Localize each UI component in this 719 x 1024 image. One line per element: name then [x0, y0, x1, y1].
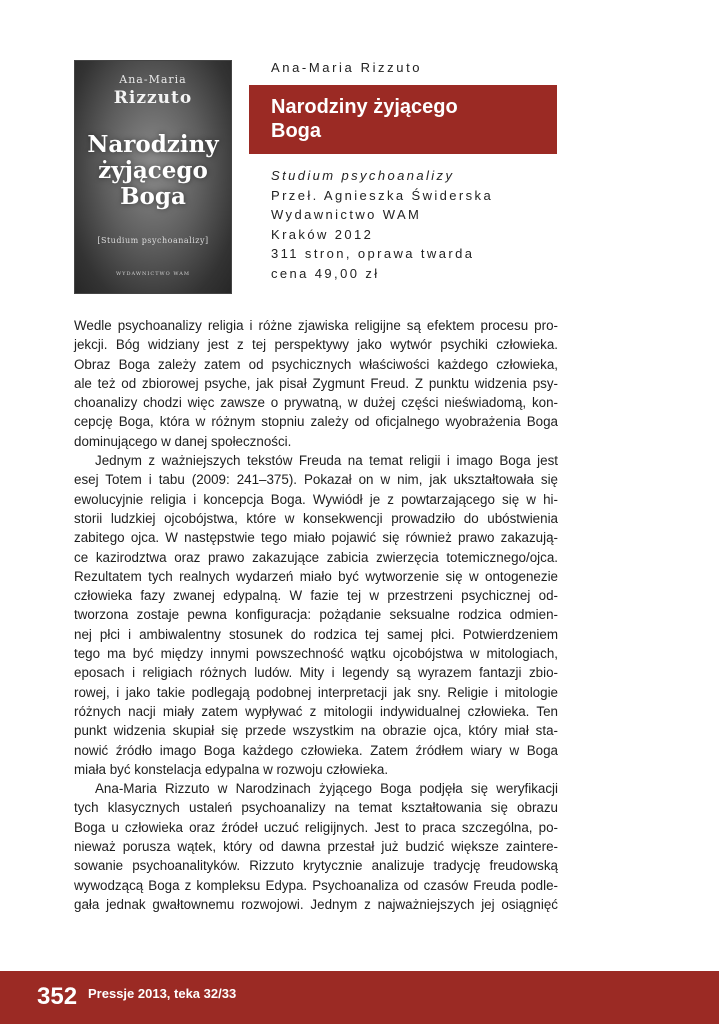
book-price: cena 49,00 zł [271, 265, 380, 281]
cover-author-last: Rizzuto [113, 88, 193, 108]
text-line: cepcję Boga, która w różnym stopniu zależy od oficjalnego wyobrażenia Boga [74, 414, 558, 430]
text-line: Ana-Maria Rizzuto w Narodzinach żyjącego Boga podjęła się weryfikacji [95, 781, 558, 797]
text-line: nieważ porusza wątek, który od dawna przestał już budzić większe zaintere- [74, 839, 558, 855]
page-number: 352 [37, 983, 78, 1010]
cover-author-first: Ana-Maria [119, 73, 187, 86]
text-line: punkt widzenia skupiał się przede wszystkim na obrazie ojca, który miał sta- [74, 723, 558, 739]
book-subtitle: Studium psychoanalizy [271, 168, 455, 183]
cover-title [80, 132, 226, 210]
text-line: Wedle psychoanalizy religia i różne zjawiska religijne są efektem procesu pro- [74, 318, 558, 333]
book-details [271, 166, 493, 284]
text-line: ale też od zbiorowej psyche, jak pisał Zygmunt Freud. Z punktu widzenia psy- [74, 375, 558, 391]
book-publisher: Wydawnictwo WAM [271, 207, 422, 223]
text-line: Boga u człowieka oraz źródeł uczuć religijnych. Jest to praca szczególna, po- [74, 819, 558, 835]
text-line: tych klasycznych ustaleń psychoanalizy na temat kształtowania się obrazu [74, 800, 558, 816]
cover-subtitle: [Studium psychoanalizy] [97, 236, 209, 245]
cover-title-line2: żyjącego [98, 157, 208, 184]
text-line: tworzona zostaje pewna konfiguracja: pożądanie seksualne rodzica odmien- [74, 607, 558, 623]
text-line: nej płci i ambiwalentny stosunek do rodzica tej samej płci. Potwierdzeniem [74, 626, 558, 642]
text-line: miała być konstelacja edypalna w rozwoju człowieka. [74, 761, 389, 777]
text-line: Jednym z ważniejszych tekstów Freuda na temat religii i imago Boga jest [95, 453, 558, 469]
text-line: eposach i religiach różnych ludów. Mity i legendy są wyrazem fantazji zbio- [74, 665, 558, 681]
cover-publisher: WYDAWNICTWO WAM [116, 271, 190, 277]
book-title-box [249, 85, 557, 154]
review-body [74, 316, 558, 914]
text-line: jekcji. Bóg widziany jest z tej perspektywy jako wytwór psychiki człowieka. [74, 337, 558, 353]
text-line: wywodzącą Boga z kompleksu Edypa. Psychoanaliza od czasów Freuda podle- [74, 877, 558, 893]
book-translator: Przeł. Agnieszka Świderska [271, 187, 494, 203]
text-line: esej Totem i tabu (2009: 241–375). Pokazał on w nim, jak ukształtowała się [74, 472, 558, 488]
text-line: różnych nacji miały zatem wypływać z mitologii indywidualnej człowieka. Ten [74, 703, 558, 719]
text-line: dominującego w danej społeczności. [74, 433, 292, 449]
text-line: nowić źródło imago Boga każdego człowieka. Zatem źródłem wiary w Boga [74, 742, 558, 758]
cover-title-line1: Narodziny [87, 131, 219, 158]
page-footer [0, 971, 719, 1024]
text-line: sowanie psychoanalityków. Rizzuto krytycznie analizuje tradycję freudowską [74, 858, 558, 874]
book-cover [74, 60, 232, 294]
text-line: rowej, i jako takie podlegają podobnej interpretacji jak sny. Religie i mitologie [74, 684, 558, 700]
book-place-year: Kraków 2012 [271, 226, 374, 242]
text-line: ce kazirodztwa oraz prawo zakazujące zabicia zwierzęcia totemicznego/ojca. [74, 549, 558, 565]
book-title-line2: Boga [271, 120, 321, 142]
text-line: gała jednak gwałtownemu rozwojowi. Jednym z najważniejszych jej osiągnięć [74, 896, 558, 912]
text-line: zabitego ojca. W następstwie tego miało pojawić się również prawo zakazują- [74, 530, 558, 546]
text-line: ewolucyjnie religia i koncepcja Boga. Wywiódł je z powtarzającego się w hi- [74, 491, 558, 507]
book-pages: 311 stron, oprawa twarda [271, 246, 475, 262]
book-author: Ana-Maria Rizzuto [271, 60, 423, 75]
text-line: Obraz Boga zależy zatem od psychicznych właściwości każdego człowieka, [74, 356, 558, 372]
text-line: choanalizy chodzi więc zawsze o prywatną, w dużej części nieświadomą, kon- [74, 395, 558, 411]
text-line: tego ma być między innymi powszechność wątku ojcobójstwa w mitologiach, [74, 646, 558, 662]
journal-reference: Pressje 2013, teka 32/33 [88, 986, 237, 1001]
text-line: storii ludzkiej ojcobójstwa, które w konsekwencji prowadziło do ubóstwienia [74, 510, 558, 526]
cover-title-line3: Boga [120, 183, 186, 210]
text-line: Rezultatem tych realnych wydarzeń miało być wytworzenie się w ontogenezie [74, 568, 558, 584]
book-title-line1: Narodziny żyjącego [271, 96, 458, 118]
text-line: człowieka fazy zwanej edypalną. W fazie tej w przestrzeni psychicznej od- [74, 588, 558, 604]
